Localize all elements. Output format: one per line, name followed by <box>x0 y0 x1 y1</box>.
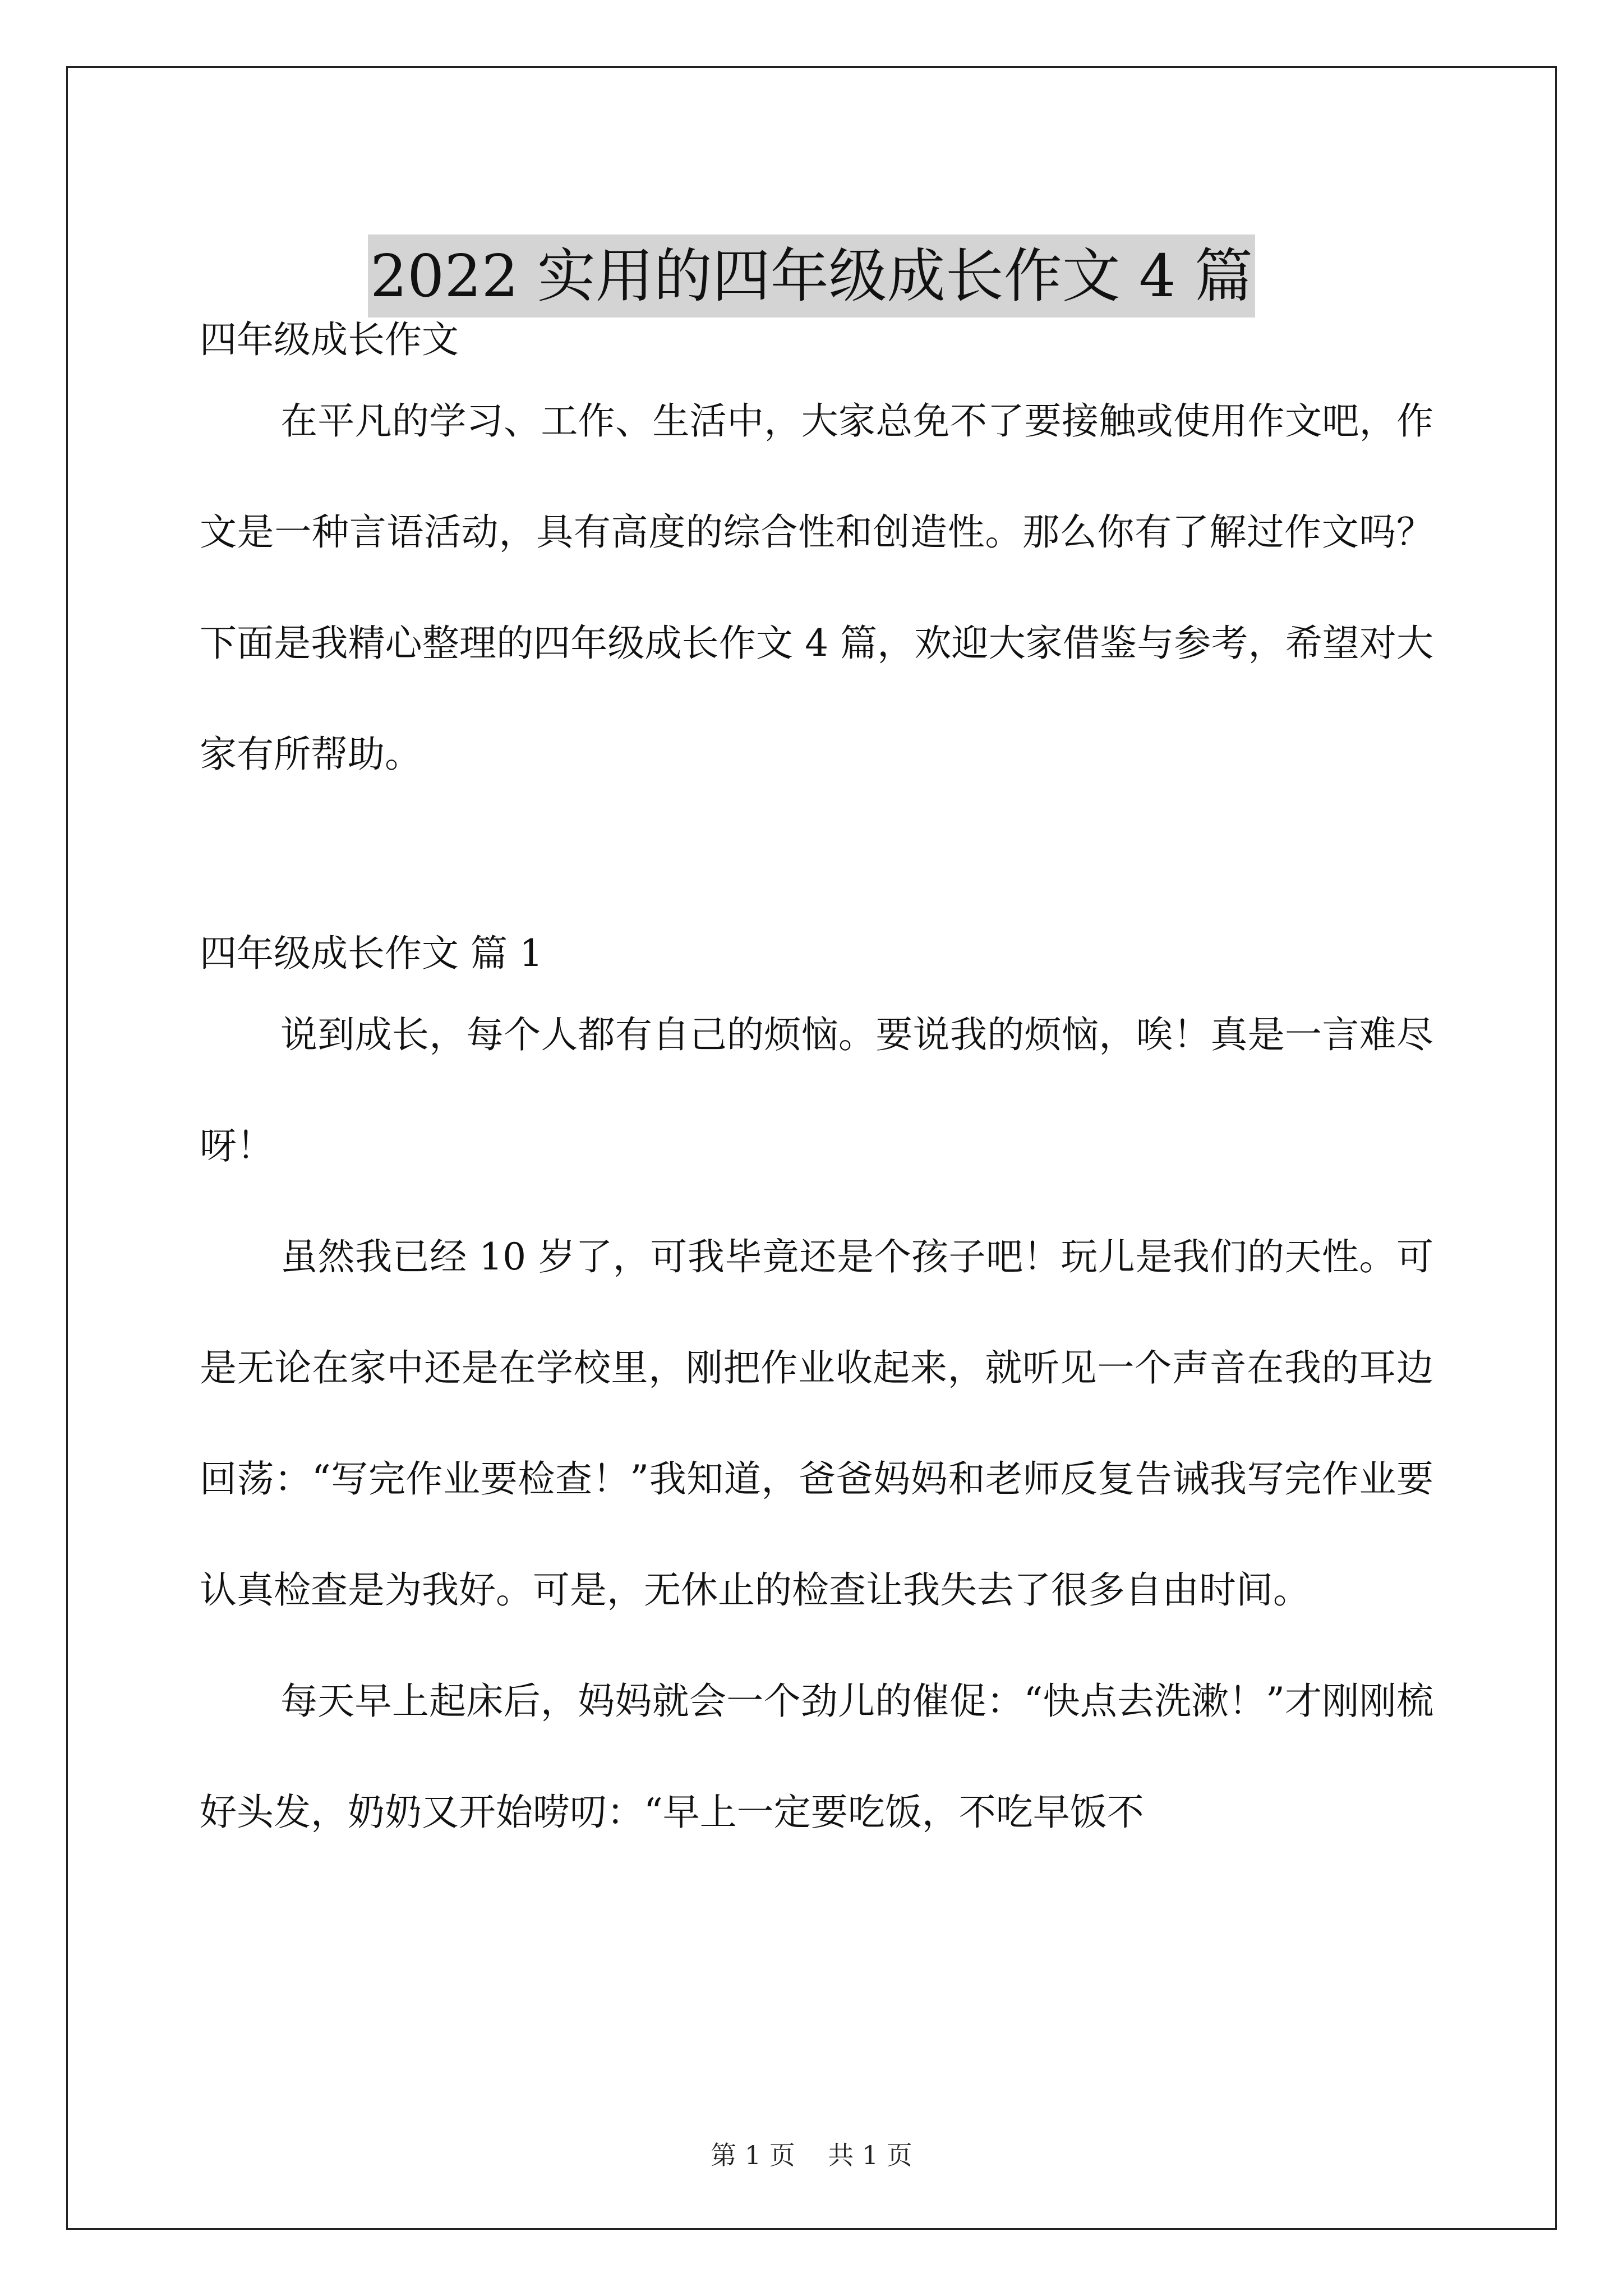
section-heading: 四年级成长作文 篇 1 <box>200 932 543 975</box>
page-footer <box>0 2138 1623 2172</box>
body-paragraph-3: 每天早上起床后，妈妈就会一个劲儿的催促：“快点去洗漱！”才刚刚梳好头发，奶奶又开始唠叨：“早上一定要吃饭，不吃早饭不 <box>200 1680 1433 1834</box>
body-paragraph-2: 虽然我已经 10 岁了，可我毕竟还是个孩子吧！玩儿是我们的天性。可是无论在家中还是在学校里，刚把作业收起来，就听见一个声音在我的耳边回荡：“写完作业要检查！”我知道，爸爸妈妈和老师反复告诫我写完作业要认真检查是为我好。可是，无休止的检查让我失去了很多自由时间。 <box>200 1235 1433 1612</box>
document-title: 2022 实用的四年级成长作文 4 篇 <box>368 234 1255 318</box>
document-body <box>200 314 1433 1868</box>
intro-paragraph: 在平凡的学习、工作、生活中，大家总免不了要接触或使用作文吧，作文是一种言语活动，具有高度的综合性和创造性。那么你有了解过作文吗？下面是我精心整理的四年级成长作文 4 篇，欢迎大家借鉴与参考，希望对大家有所帮助。 <box>200 399 1433 776</box>
body-paragraph-1: 说到成长，每个人都有自己的烦恼。要说我的烦恼，唉！真是一言难尽呀！ <box>200 1013 1433 1167</box>
page-number: 第 1 页 <box>711 2140 795 2170</box>
intro-heading: 四年级成长作文 <box>200 318 459 361</box>
page-total: 共 1 页 <box>828 2140 912 2170</box>
